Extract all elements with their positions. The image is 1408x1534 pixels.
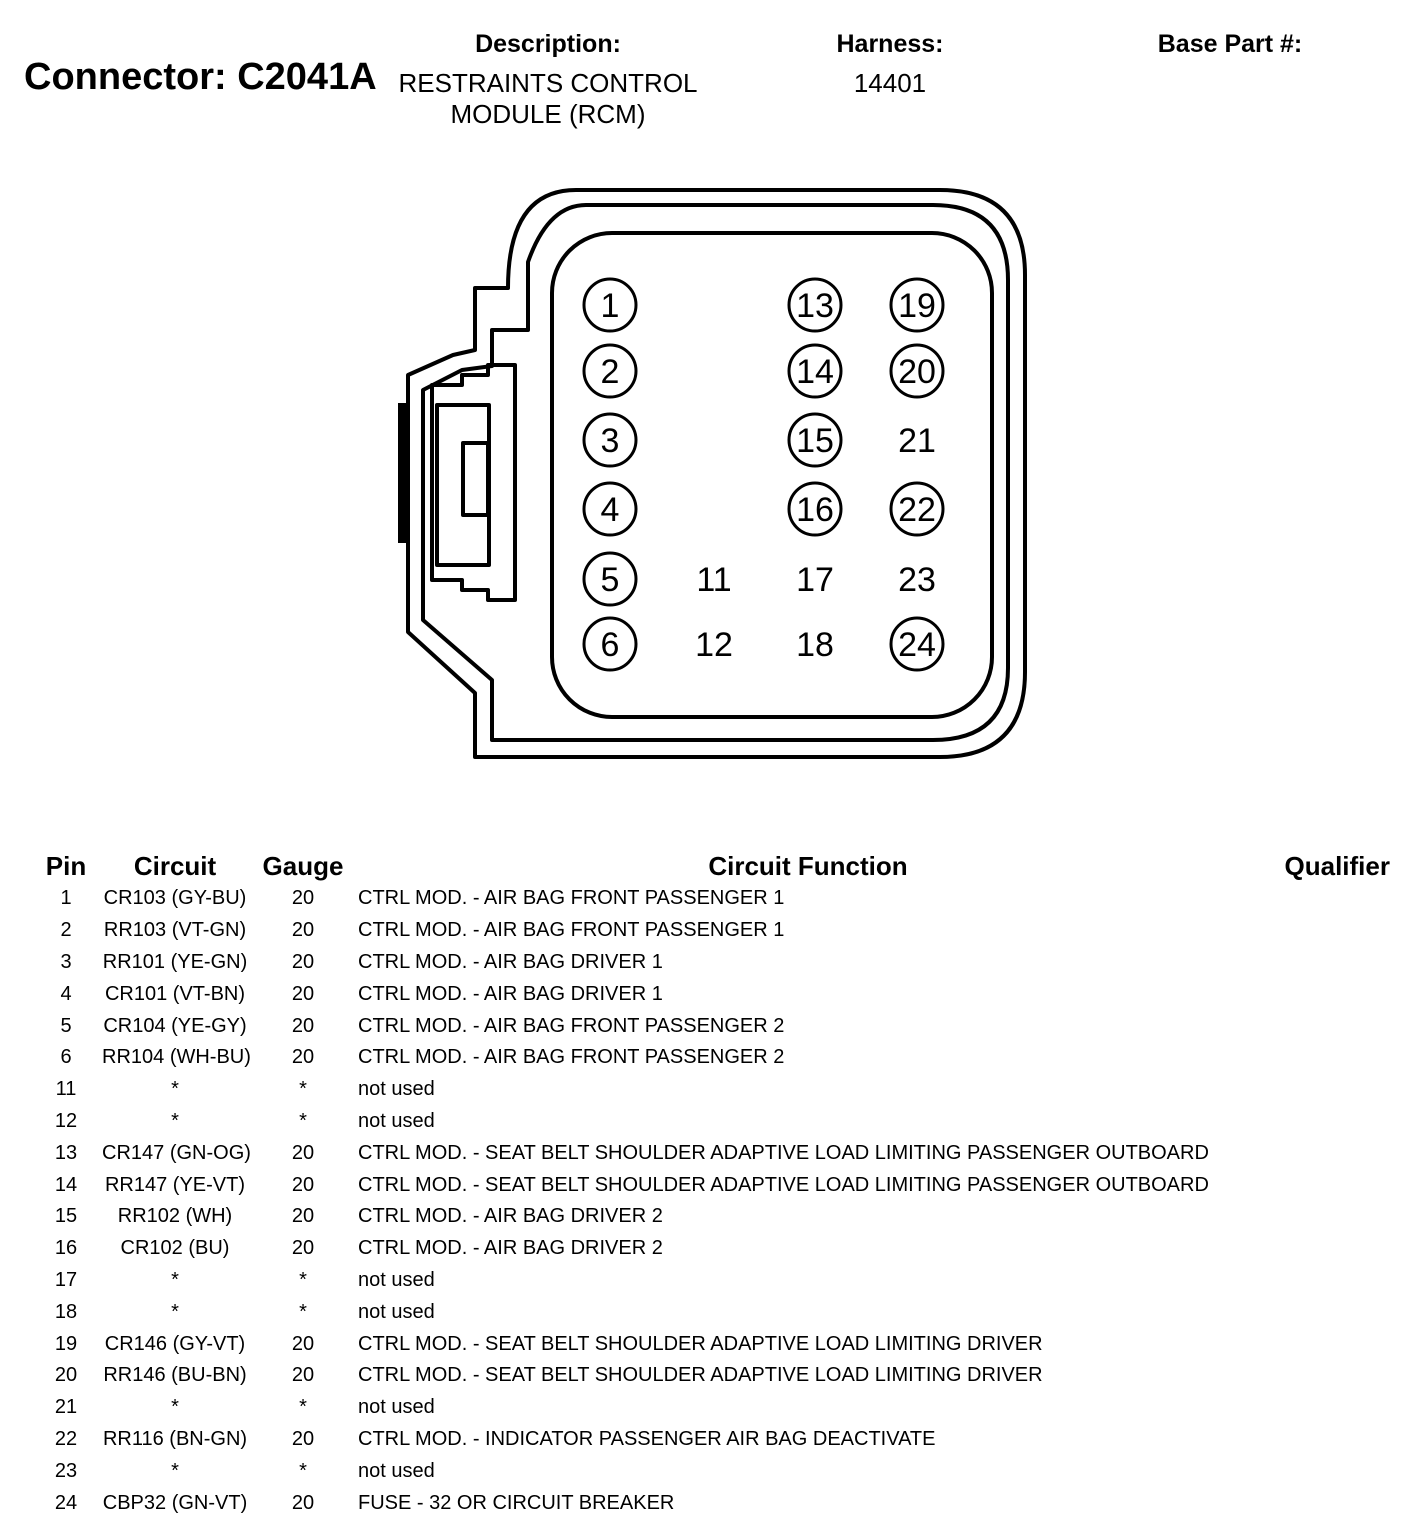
table-row [30,1169,1390,1201]
header-gauge: Gauge [262,850,344,881]
row-qualifier [1258,947,1390,979]
row-qualifier [1258,1074,1390,1106]
row-function: CTRL MOD. - SEAT BELT SHOULDER ADAPTIVE LOAD LIMITING DRIVER [358,1332,1043,1355]
row-function: CTRL MOD. - INDICATOR PASSENGER AIR BAG DEACTIVATE [358,1427,936,1450]
connector-latch-bar [398,403,410,543]
pin-2 [584,345,636,397]
pin-23 [898,561,936,599]
row-qualifier [1258,1233,1390,1265]
table-row [30,1392,1390,1424]
row-function: not used [358,1109,435,1132]
row-pin: 22 [54,1427,78,1450]
row-circuit: * [171,1300,179,1323]
row-qualifier [1258,1169,1390,1201]
pin-20 [891,345,943,397]
pin-number-label: 12 [695,626,733,664]
row-qualifier [1258,1487,1390,1519]
header-circuit-function: Circuit Function [708,850,908,881]
row-qualifier [1258,1424,1390,1456]
row-circuit: * [171,1268,179,1291]
row-pin: 15 [54,1205,78,1228]
row-qualifier [1258,1106,1390,1138]
pin-number-label: 19 [898,287,936,325]
pin-number-label: 1 [600,287,620,325]
row-pin: 18 [54,1300,78,1323]
description-label: Description: [475,30,621,58]
pin-22 [891,483,943,535]
pin-number-label: 2 [600,353,620,391]
table-row [30,1265,1390,1297]
header-circuit: Circuit [133,850,217,881]
row-function: FUSE - 32 OR CIRCUIT BREAKER [358,1491,675,1514]
row-gauge: 20 [291,1014,315,1037]
row-pin: 17 [54,1268,78,1291]
connector-outer-shell [408,190,1025,757]
row-pin: 19 [54,1332,78,1355]
row-function: not used [358,1396,435,1419]
row-qualifier [1258,883,1390,915]
row-circuit: RR147 (YE-VT) [104,1173,246,1196]
row-gauge: * [299,1109,307,1132]
row-circuit: RR146 (BU-BN) [103,1364,247,1387]
row-circuit: CR103 (GY-BU) [103,887,247,910]
row-gauge: * [299,1300,307,1323]
pin-number-label: 22 [898,491,936,529]
table-row [30,915,1390,947]
header-pin: Pin [45,850,87,881]
header-qualifier: Qualifier [1284,850,1390,881]
row-circuit: RR102 (WH) [117,1205,233,1228]
connector-latch-tab [463,443,488,515]
row-qualifier [1258,1392,1390,1424]
pin-number-label: 21 [898,422,936,460]
row-circuit: CR101 (VT-BN) [104,982,246,1005]
pin-12 [695,626,733,664]
table-row [30,1328,1390,1360]
pin-11 [696,561,731,599]
row-circuit: * [171,1459,179,1482]
pin-number-label: 16 [796,491,834,529]
row-gauge: * [299,1268,307,1291]
row-gauge: * [299,1078,307,1101]
connector-id: C2041A [237,56,377,98]
row-pin: 14 [54,1173,78,1196]
row-pin: 11 [55,1078,77,1101]
pin-number-label: 23 [898,561,936,599]
pin-number-label: 11 [696,561,732,599]
pin-24 [891,618,943,670]
row-qualifier [1258,1360,1390,1392]
row-gauge: 20 [291,1205,315,1228]
table-row [30,1137,1390,1169]
row-circuit: CR102 (BU) [120,1237,230,1260]
row-qualifier [1258,1328,1390,1360]
row-pin: 2 [60,919,72,942]
table-row [30,978,1390,1010]
pin-17 [796,561,834,599]
row-function: CTRL MOD. - SEAT BELT SHOULDER ADAPTIVE LOAD LIMITING PASSENGER OUTBOARD [358,1141,1209,1164]
row-gauge: 20 [291,1237,315,1260]
row-gauge: * [299,1459,307,1482]
pin-number-label: 4 [600,491,620,529]
row-function: CTRL MOD. - SEAT BELT SHOULDER ADAPTIVE LOAD LIMITING PASSENGER OUTBOARD [358,1173,1209,1196]
row-qualifier [1258,1265,1390,1297]
row-function: CTRL MOD. - SEAT BELT SHOULDER ADAPTIVE LOAD LIMITING DRIVER [358,1364,1043,1387]
row-pin: 24 [54,1491,78,1514]
row-function: CTRL MOD. - AIR BAG FRONT PASSENGER 1 [358,887,785,910]
row-circuit: RR103 (VT-GN) [103,919,247,942]
row-function: CTRL MOD. - AIR BAG FRONT PASSENGER 2 [358,1014,785,1037]
row-qualifier [1258,978,1390,1010]
row-gauge: * [299,1396,307,1419]
row-pin: 4 [60,982,72,1005]
pin-number-label: 3 [600,422,620,460]
harness-value: 14401 [853,68,927,98]
row-qualifier [1258,1042,1390,1074]
table-row [30,1296,1390,1328]
row-gauge: 20 [291,1141,315,1164]
row-circuit: RR101 (YE-GN) [102,950,248,973]
base-part-label: Base Part #: [1157,30,1303,58]
connector-label: Connector: [24,56,227,98]
row-gauge: 20 [291,1427,315,1450]
row-function: not used [358,1300,435,1323]
row-circuit: CBP32 (GN-VT) [102,1491,248,1514]
row-function: not used [358,1459,435,1482]
row-gauge: 20 [291,1046,315,1069]
pin-number-label: 24 [898,626,936,664]
row-gauge: 20 [291,887,315,910]
pin-number-label: 18 [796,626,834,664]
row-pin: 16 [54,1237,78,1260]
row-qualifier [1258,915,1390,947]
row-circuit: RR104 (WH-BU) [102,1046,251,1069]
table-row [30,1074,1390,1106]
pin-16 [789,483,841,535]
table-row [30,947,1390,979]
row-gauge: 20 [291,982,315,1005]
row-function: CTRL MOD. - AIR BAG FRONT PASSENGER 2 [358,1046,785,1069]
row-gauge: 20 [291,1491,315,1514]
row-circuit: CR146 (GY-VT) [104,1332,246,1355]
pin-15 [789,414,841,466]
description-line2: MODULE (RCM) [450,99,646,129]
row-qualifier [1258,1010,1390,1042]
pin-6 [584,618,636,670]
row-pin: 21 [54,1396,78,1419]
harness-label: Harness: [836,30,944,58]
row-gauge: 20 [291,1173,315,1196]
table-row [30,1424,1390,1456]
pin-number-label: 6 [600,626,620,664]
table-row [30,1042,1390,1074]
pin-13 [789,279,841,331]
table-row [30,1233,1390,1265]
row-pin: 5 [60,1014,72,1037]
row-circuit: RR116 (BN-GN) [102,1427,248,1450]
pin-number-label: 13 [796,287,834,325]
row-function: CTRL MOD. - AIR BAG FRONT PASSENGER 1 [358,919,785,942]
row-gauge: 20 [291,1364,315,1387]
pin-21 [898,422,936,460]
table-row [30,1360,1390,1392]
row-qualifier [1258,1296,1390,1328]
row-circuit: CR147 (GN-OG) [102,1141,251,1164]
table-row [30,1010,1390,1042]
pin-number-label: 15 [796,422,834,460]
table-row [30,883,1390,915]
row-pin: 1 [60,887,72,910]
pin-number-label: 5 [600,561,620,599]
row-qualifier [1258,1201,1390,1233]
row-function: CTRL MOD. - AIR BAG DRIVER 2 [358,1205,663,1228]
row-pin: 13 [54,1141,78,1164]
row-gauge: 20 [291,919,315,942]
row-function: CTRL MOD. - AIR BAG DRIVER 1 [358,950,663,973]
row-pin: 3 [60,950,72,973]
pin-18 [796,626,834,664]
pin-5 [584,553,636,605]
pin-number-label: 20 [898,353,936,391]
pin-number-label: 14 [796,353,834,391]
row-pin: 12 [54,1109,78,1132]
pin-4 [584,483,636,535]
row-function: not used [358,1078,435,1101]
row-pin: 6 [60,1046,72,1069]
row-qualifier [1258,1137,1390,1169]
row-circuit: * [171,1109,179,1132]
row-function: CTRL MOD. - AIR BAG DRIVER 1 [358,982,663,1005]
pin-table-header [30,849,1390,883]
table-row [30,1487,1390,1519]
table-row [30,1455,1390,1487]
row-circuit: * [171,1396,179,1419]
table-row [30,1201,1390,1233]
pin-1 [584,279,636,331]
row-circuit: CR104 (YE-GY) [103,1014,247,1037]
pin-3 [584,414,636,466]
row-pin: 23 [54,1459,78,1482]
row-gauge: 20 [291,950,315,973]
row-function: not used [358,1268,435,1291]
table-row [30,1106,1390,1138]
row-gauge: 20 [291,1332,315,1355]
description-line1: RESTRAINTS CONTROL [398,68,698,98]
pin-14 [789,345,841,397]
row-pin: 20 [54,1364,78,1387]
pin-number-label: 17 [796,561,834,599]
pin-19 [891,279,943,331]
row-qualifier [1258,1455,1390,1487]
row-circuit: * [171,1078,179,1101]
pin-table [30,849,1390,1519]
row-function: CTRL MOD. - AIR BAG DRIVER 2 [358,1237,663,1260]
